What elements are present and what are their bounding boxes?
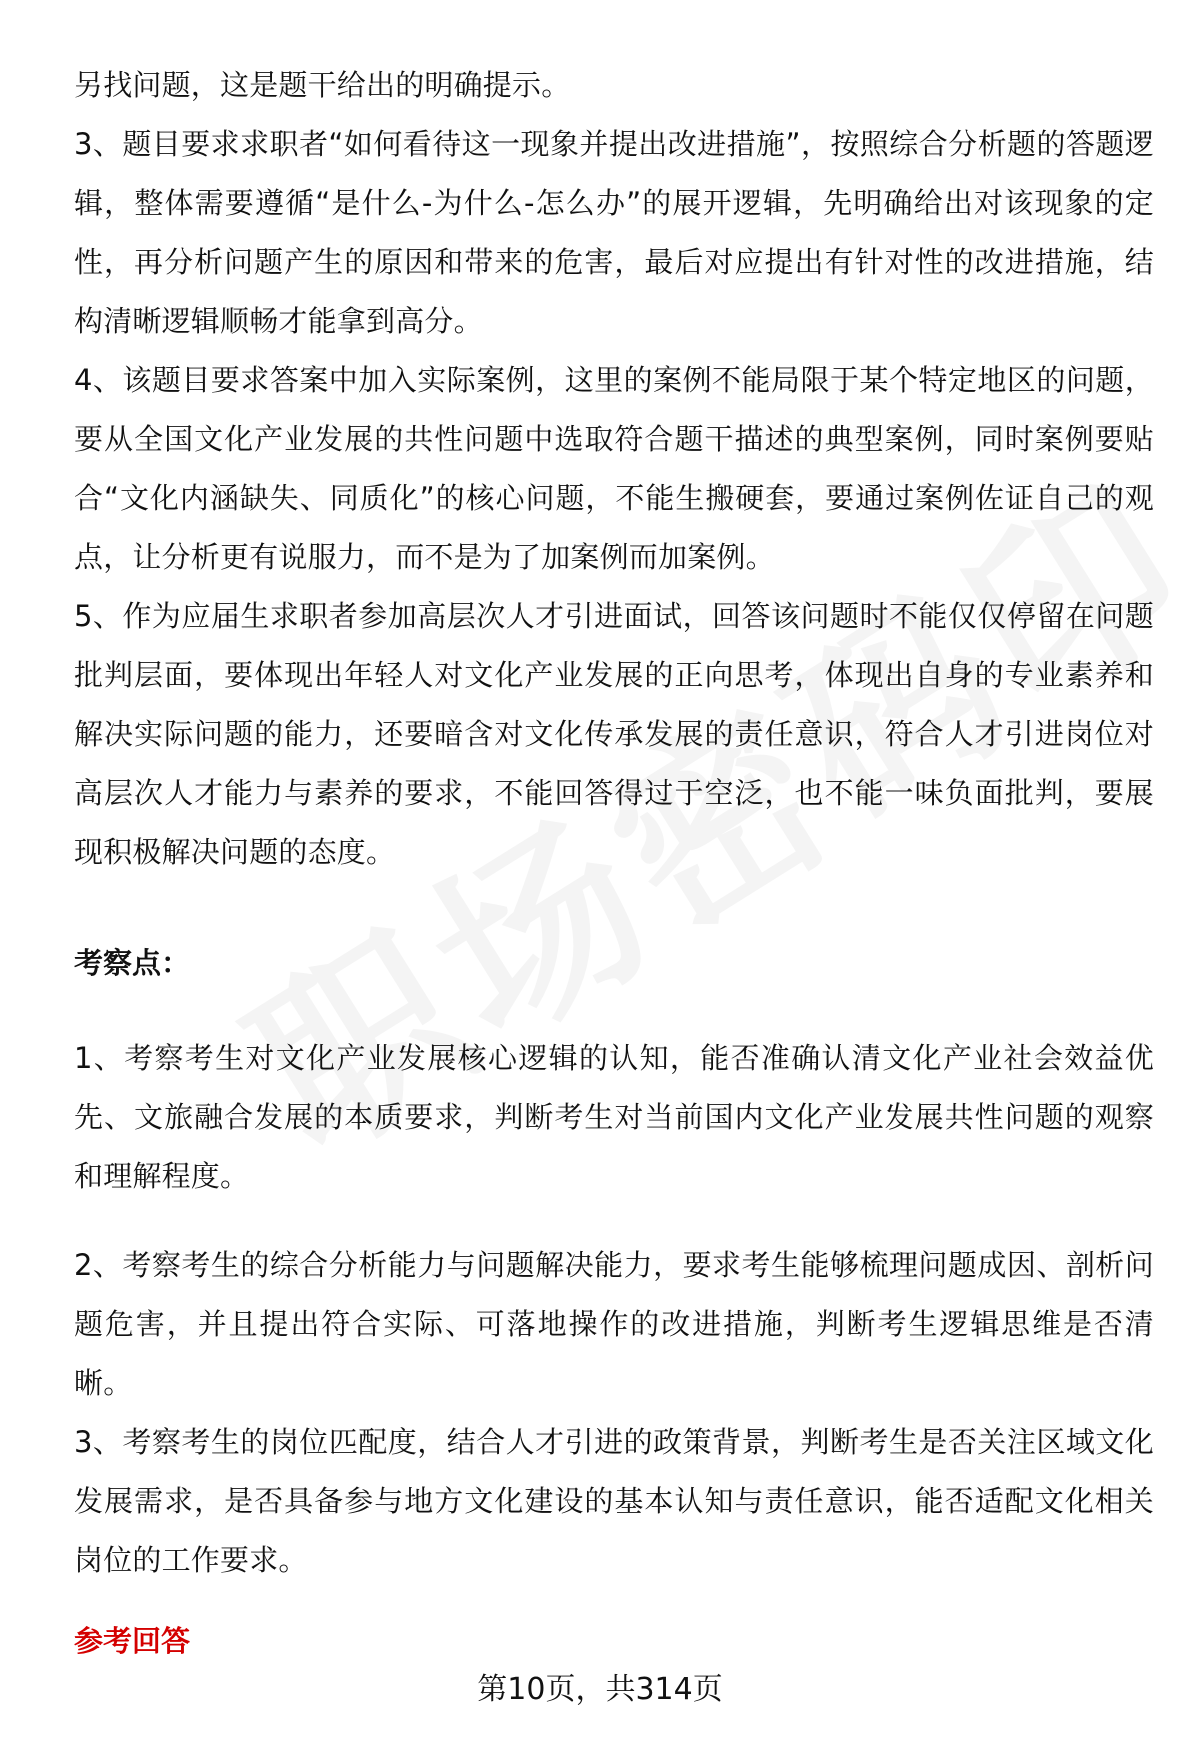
paragraph-point-3: 3、题目要求求职者“如何看待这一现象并提出改进措施”，按照综合分析题的答题逻辑，整体需要遵循“是什么-为什么-怎么办”的展开逻辑，先明确给出对该现象的定性，再分析问题产生的原因和带来的危害，最后对应提出有针对性的改进措施，结构清晰逻辑顺畅才能拿到高分。	[74, 127, 1154, 338]
examine-item-2: 2、考察考生的综合分析能力与问题解决能力，要求考生能够梳理问题成因、剖析问题危害，并且提出符合实际、可落地操作的改进措施，判断考生逻辑思维是否清晰。	[74, 1248, 1154, 1400]
section-heading-examine: 考察点：	[74, 946, 191, 980]
section-heading-answer: 参考回答	[74, 1624, 191, 1658]
page-content	[74, 56, 1154, 1671]
paragraph-point-5: 5、作为应届生求职者参加高层次人才引进面试，回答该问题时不能仅仅停留在问题批判层面，要体现出年轻人对文化产业发展的正向思考，体现出自身的专业素养和解决实际问题的能力，还要暗含对文化传承发展的责任意识，符合人才引进岗位对高层次人才能力与素养的要求，不能回答得过于空泛，也不能一味负面批判，要展现积极解决问题的态度。	[74, 599, 1154, 869]
spacer	[74, 1590, 1154, 1612]
spacer	[74, 882, 1154, 934]
examine-item-3: 3、考察考生的岗位匹配度，结合人才引进的政策背景，判断考生是否关注区域文化发展需求，是否具备参与地方文化建设的基本认知与责任意识，能否适配文化相关岗位的工作要求。	[74, 1425, 1154, 1577]
paragraph-point-4: 4、该题目要求答案中加入实际案例，这里的案例不能局限于某个特定地区的问题，要从全国文化产业发展的共性问题中选取符合题干描述的典型案例，同时案例要贴合“文化内涵缺失、同质化”的核心问题，不能生搬硬套，要通过案例佐证自己的观点，让分析更有说服力，而不是为了加案例而加案例。	[74, 363, 1154, 574]
spacer	[74, 993, 1154, 1029]
spacer	[74, 1206, 1154, 1236]
page-number: 第10页，共314页	[477, 1672, 723, 1707]
examine-item-1: 1、考察考生对文化产业发展核心逻辑的认知，能否准确认清文化产业社会效益优先、文旅融合发展的本质要求，判断考生对当前国内文化产业发展共性问题的观察和理解程度。	[74, 1041, 1154, 1193]
paragraph-continuation: 另找问题，这是题干给出的明确提示。	[74, 68, 571, 102]
